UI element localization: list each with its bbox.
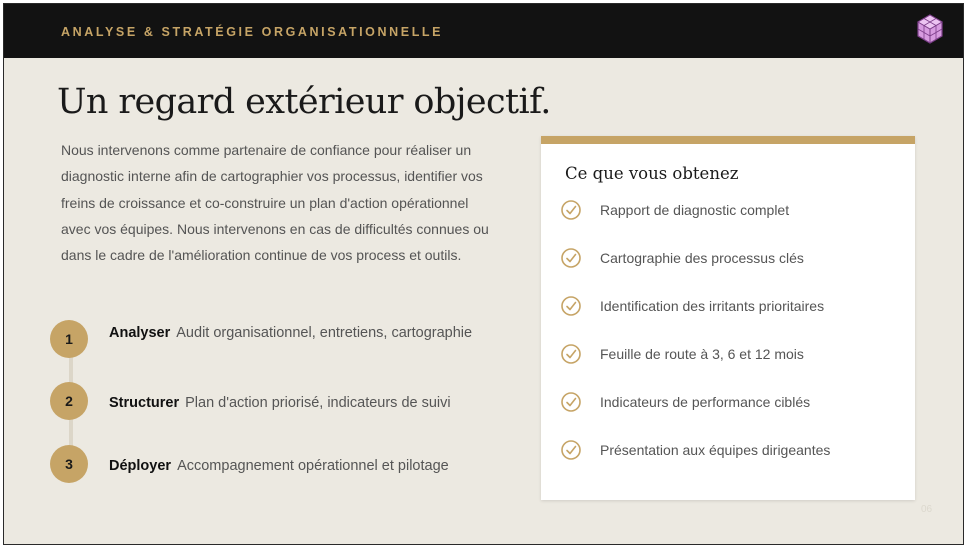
- page-title: Un regard extérieur objectif.: [57, 82, 551, 122]
- deliverable-item: [561, 344, 901, 366]
- deliverables-card: [541, 136, 915, 500]
- step-description: Audit organisationnel, entretiens, cartographie: [176, 325, 473, 341]
- step-name: Analyser: [109, 325, 171, 341]
- check-circle-icon: [561, 296, 581, 316]
- step-description: Plan d'action priorisé, indicateurs de suivi: [185, 395, 451, 411]
- page-number: 06: [921, 504, 933, 515]
- deliverable-item: [561, 440, 901, 462]
- intro-paragraph: Nous intervenons comme partenaire de confiance pour réaliser un diagnostic interne afin de cartographier vos processus, identifier vos freins de croissance et co-construire un plan d'action opérationnel avec vos équipes. Nous intervenons en cas de difficultés connues ou dans le cadre de l'amélioration continue de vos process et outils.: [61, 142, 489, 264]
- check-circle-icon: [561, 392, 581, 412]
- step-number-badge: 3: [50, 445, 88, 483]
- steps-list: [50, 318, 510, 488]
- deliverable-item: [561, 200, 901, 222]
- step-name: Déployer: [109, 458, 172, 474]
- step-text: [109, 394, 479, 412]
- slide: [3, 3, 964, 545]
- step-deployer: [50, 445, 510, 485]
- step-number-badge: 2: [50, 382, 88, 420]
- check-circle-icon: [561, 440, 581, 460]
- deliverable-item: [561, 296, 901, 318]
- step-structurer: [50, 382, 510, 422]
- deliverable-label: Rapport de diagnostic complet: [600, 202, 790, 218]
- check-circle-icon: [561, 248, 581, 268]
- step-number-badge: 1: [50, 320, 88, 358]
- deliverable-label: Présentation aux équipes dirigeantes: [600, 442, 831, 458]
- step-description: Accompagnement opérationnel et pilotage: [177, 458, 449, 474]
- card-title: Ce que vous obtenez: [565, 164, 739, 183]
- cube-logo-icon: [916, 14, 944, 44]
- check-circle-icon: [561, 200, 581, 220]
- step-name: Structurer: [109, 395, 180, 411]
- deliverable-label: Feuille de route à 3, 6 et 12 mois: [600, 346, 804, 362]
- deliverable-item: [561, 392, 901, 414]
- deliverable-item: [561, 248, 901, 270]
- step-analyser: [50, 320, 510, 360]
- deliverable-label: Cartographie des processus clés: [600, 250, 804, 266]
- step-text: [109, 324, 479, 342]
- header-bar: [4, 4, 963, 58]
- check-circle-icon: [561, 344, 581, 364]
- header-label: ANALYSE & STRATÉGIE ORGANISATIONNELLE: [61, 25, 444, 39]
- step-text: [109, 457, 479, 475]
- deliverable-label: Indicateurs de performance ciblés: [600, 394, 811, 410]
- deliverable-label: Identification des irritants prioritaires: [600, 298, 825, 314]
